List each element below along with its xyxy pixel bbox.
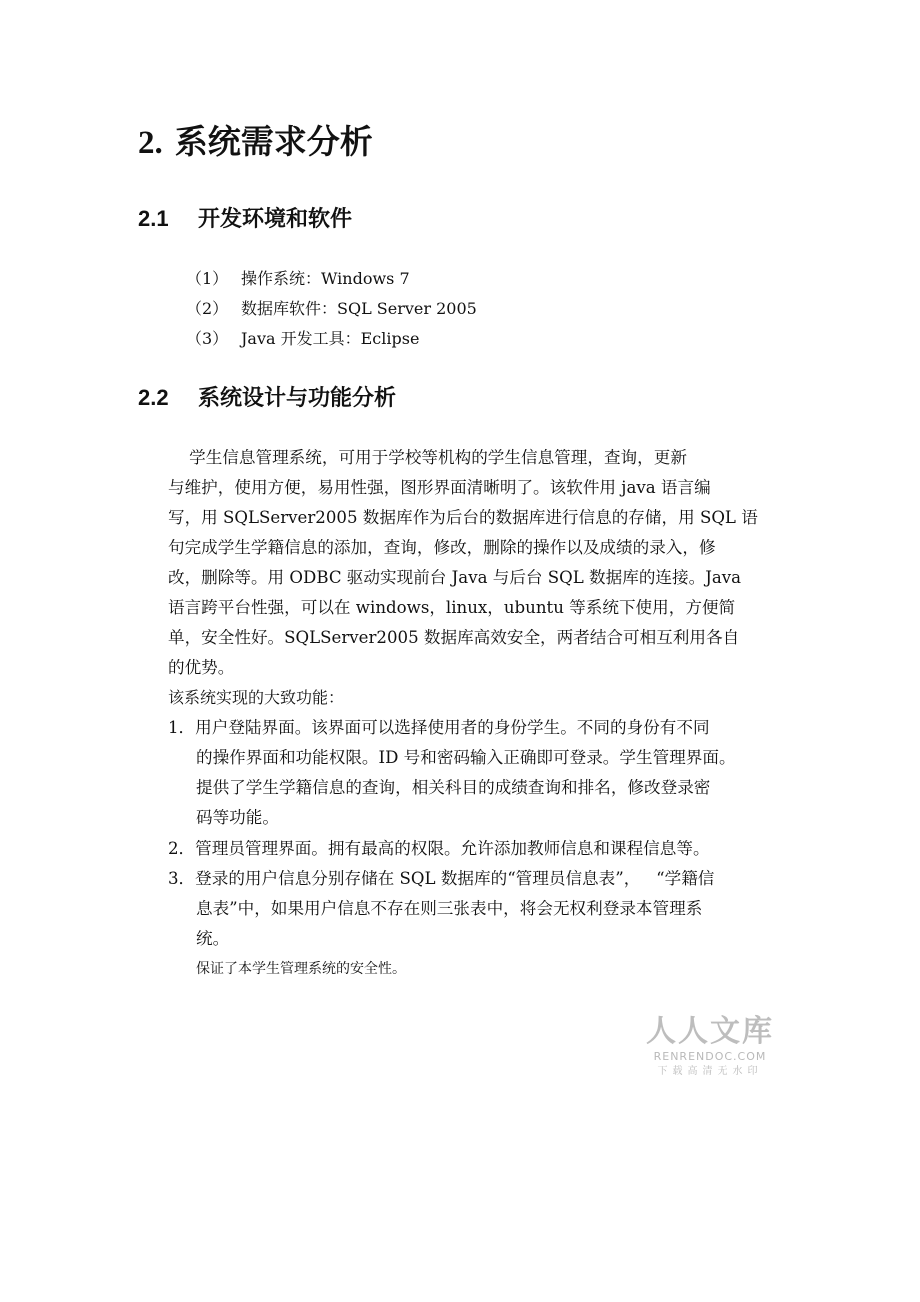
chapter-number: 2. (138, 125, 163, 161)
feature-item-3 (168, 864, 714, 954)
feature-item-2 (168, 834, 710, 864)
chapter-title: 系统需求分析 (174, 122, 373, 161)
feature-line: 码等功能。 (196, 808, 279, 827)
features-lead: 该系统实现的大致功能： (168, 688, 345, 707)
feature-line: 息表”中，如果用户信息不存在则三张表中，将会无权利登录本管理系 (196, 899, 703, 918)
watermark (645, 1014, 775, 1080)
section-2-1-heading (138, 203, 352, 236)
env-item-text: 操作系统：Windows 7 (241, 269, 410, 288)
section-2-1-title: 开发环境和软件 (198, 207, 353, 232)
env-item-text: Java 开发工具：Eclipse (241, 329, 420, 348)
paragraph-line: 学生信息管理系统，可用于学校等机构的学生信息管理，查询，更新 (168, 448, 687, 467)
watermark-tagline: 下载高清无水印 (657, 1066, 763, 1077)
paragraph-line: 的优势。 (168, 658, 235, 677)
watermark-url: RENRENDOC.COM (653, 1050, 767, 1063)
closing-note: 保证了本学生管理系统的安全性。 (196, 961, 406, 977)
paragraph-line: 写，用 SQLServer2005 数据库作为后台的数据库进行信息的存储，用 SQL 语 (168, 508, 758, 527)
paragraph-line: 改，删除等。用 ODBC 驱动实现前台 Java 与后台 SQL 数据库的连接。Java (168, 568, 742, 587)
feature-line: 提供了学生学籍信息的查询，相关科目的成绩查询和排名，修改登录密 (196, 778, 711, 797)
feature-line: 3．登录的用户信息分别存储在 SQL 数据库的“管理员信息表”， “学籍信 (168, 869, 715, 888)
feature-line: 1．用户登陆界面。该界面可以选择使用者的身份学生。不同的身份有不同 (168, 718, 710, 737)
env-item-3 (186, 327, 419, 351)
feature-line: 统。 (196, 929, 230, 948)
section-2-2-number: 2.2 (138, 385, 169, 410)
env-item-text: 数据库软件：SQL Server 2005 (241, 299, 477, 318)
feature-line: 的操作界面和功能权限。ID 号和密码输入正确即可登录。学生管理界面。 (196, 748, 736, 767)
chapter-heading (138, 118, 373, 167)
description-paragraph (168, 443, 788, 683)
paragraph-line: 句完成学生学籍信息的添加，查询，修改，删除的操作以及成绩的录入，修 (168, 538, 716, 557)
paragraph-line: 与维护，使用方便，易用性强，图形界面清晰明了。该软件用 java 语言编 (168, 478, 711, 497)
section-2-2-title: 系统设计与功能分析 (198, 386, 397, 411)
paragraph-line: 语言跨平台性强，可以在 windows，linux，ubuntu 等系统下使用，方便简 (168, 598, 736, 617)
env-item-2 (186, 297, 477, 321)
section-2-2-heading (138, 382, 396, 415)
feature-line: 2．管理员管理界面。拥有最高的权限。允许添加教师信息和课程信息等。 (168, 839, 710, 858)
env-item-index: （1） (186, 269, 229, 288)
feature-item-1 (168, 713, 736, 833)
env-item-index: （3） (186, 329, 229, 348)
section-2-1-number: 2.1 (138, 206, 169, 231)
watermark-logo: 人人文库 (646, 1014, 774, 1049)
env-item-index: （2） (186, 299, 229, 318)
env-item-1 (186, 267, 410, 291)
paragraph-line: 单，安全性好。SQLServer2005 数据库高效安全，两者结合可相互利用各自 (168, 628, 740, 647)
